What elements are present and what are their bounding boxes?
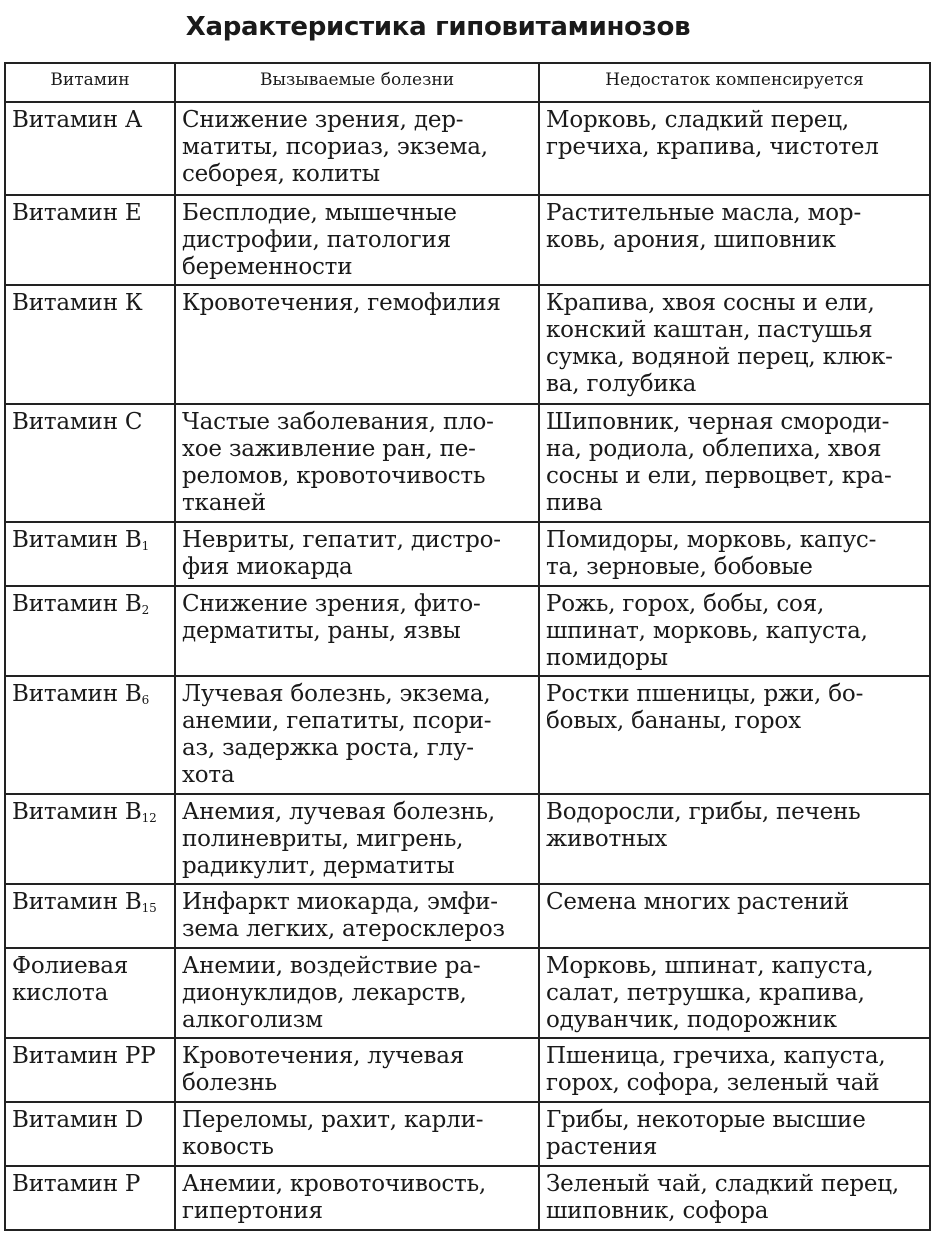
- diseases-cell: Анемии, кровоточивость, гипертония: [175, 1166, 539, 1230]
- table-row: [5, 948, 930, 1038]
- table-row: [5, 195, 930, 285]
- vitamin-cell: [5, 1102, 175, 1166]
- vitamin-name: Витамин В: [12, 527, 142, 553]
- sources-cell: Семена многих растений: [539, 884, 930, 948]
- diseases-cell: Снижение зрения, дер- матиты, псориаз, экзема, себорея, колиты: [175, 102, 539, 195]
- vitamin-cell: [5, 102, 175, 195]
- table-row: [5, 102, 930, 195]
- diseases-cell: Снижение зрения, фито- дерматиты, раны, язвы: [175, 586, 539, 676]
- sources-cell: Ростки пшеницы, ржи, бо- бовых, бананы, горох: [539, 676, 930, 794]
- table-row: [5, 794, 930, 884]
- vitamin-cell: [5, 586, 175, 676]
- table-row: [5, 522, 930, 586]
- vitamin-cell: [5, 884, 175, 948]
- vitamin-cell: [5, 948, 175, 1038]
- sources-cell: Водоросли, грибы, печень животных: [539, 794, 930, 884]
- vitamin-subscript: 1: [141, 539, 150, 553]
- header-diseases: Вызываемые болезни: [175, 63, 539, 102]
- vitamin-name: Витамин D: [12, 1107, 144, 1133]
- vitamin-name: Витамин А: [12, 107, 143, 133]
- diseases-cell: Невриты, гепатит, дистро- фия миокарда: [175, 522, 539, 586]
- diseases-cell: Кровотечения, гемофилия: [175, 285, 539, 404]
- header-vitamin: Витамин: [5, 63, 175, 102]
- diseases-cell: Анемия, лучевая болезнь, полиневриты, мигрень, радикулит, дерматиты: [175, 794, 539, 884]
- table-row: [5, 404, 930, 522]
- sources-cell: Морковь, сладкий перец, гречиха, крапива, чистотел: [539, 102, 930, 195]
- sources-cell: Помидоры, морковь, капус- та, зерновые, бобовые: [539, 522, 930, 586]
- vitamin-subscript: 15: [141, 901, 157, 915]
- diseases-cell: Анемии, воздействие ра- дионуклидов, лекарств, алкоголизм: [175, 948, 539, 1038]
- vitamin-cell: [5, 794, 175, 884]
- vitamin-cell: [5, 195, 175, 285]
- vitamin-cell: [5, 676, 175, 794]
- table-row: [5, 1166, 930, 1230]
- vitamin-name: Фолиевая кислота: [12, 953, 129, 1006]
- table-row: [5, 676, 930, 794]
- vitamin-cell: [5, 522, 175, 586]
- vitamin-name: Витамин В: [12, 889, 142, 915]
- vitamin-name: Витамин В: [12, 591, 142, 617]
- vitamin-cell: [5, 1166, 175, 1230]
- vitamin-subscript: 2: [141, 603, 150, 617]
- vitamin-subscript: 12: [141, 811, 157, 825]
- vitamin-name: Витамин РР: [12, 1043, 156, 1069]
- page-title: Характеристика гиповитаминозов: [185, 12, 691, 42]
- table-row: [5, 285, 930, 404]
- header-row: [5, 63, 930, 102]
- sources-cell: Шиповник, черная смороди- на, родиола, облепиха, хвоя сосны и ели, первоцвет, кра- пива: [539, 404, 930, 522]
- table-row: [5, 884, 930, 948]
- table-row: [5, 586, 930, 676]
- sources-cell: Зеленый чай, сладкий перец, шиповник, софора: [539, 1166, 930, 1230]
- vitamin-table: [4, 62, 931, 1231]
- sources-cell: Крапива, хвоя сосны и ели, конский каштан, пастушья сумка, водяной перец, клюк- ва, голубика: [539, 285, 930, 404]
- vitamin-name: Витамин С: [12, 409, 143, 435]
- sources-cell: Растительные масла, мор- ковь, арония, шиповник: [539, 195, 930, 285]
- sources-cell: Грибы, некоторые высшие растения: [539, 1102, 930, 1166]
- diseases-cell: Переломы, рахит, карли- ковость: [175, 1102, 539, 1166]
- vitamin-name: Витамин К: [12, 290, 143, 316]
- vitamin-cell: [5, 1038, 175, 1102]
- vitamin-subscript: 6: [141, 693, 150, 707]
- vitamin-name: Витамин Р: [12, 1171, 141, 1197]
- vitamin-name: Витамин Е: [12, 200, 142, 226]
- vitamin-name: Витамин В: [12, 681, 142, 707]
- diseases-cell: Частые заболевания, пло- хое заживление ран, пе- реломов, кровоточивость тканей: [175, 404, 539, 522]
- diseases-cell: Бесплодие, мышечные дистрофии, патология беременности: [175, 195, 539, 285]
- diseases-cell: Инфаркт миокарда, эмфи- зема легких, атеросклероз: [175, 884, 539, 948]
- sources-cell: Морковь, шпинат, капуста, салат, петрушка, крапива, одуванчик, подорожник: [539, 948, 930, 1038]
- sources-cell: Пшеница, гречиха, капуста, горох, софора, зеленый чай: [539, 1038, 930, 1102]
- header-sources: Недостаток компенсируется: [539, 63, 930, 102]
- vitamin-cell: [5, 285, 175, 404]
- table-row: [5, 1102, 930, 1166]
- diseases-cell: Кровотечения, лучевая болезнь: [175, 1038, 539, 1102]
- vitamin-cell: [5, 404, 175, 522]
- diseases-cell: Лучевая болезнь, экзема, анемии, гепатиты, псори- аз, задержка роста, глу- хота: [175, 676, 539, 794]
- vitamin-name: Витамин В: [12, 799, 142, 825]
- table-row: [5, 1038, 930, 1102]
- sources-cell: Рожь, горох, бобы, соя, шпинат, морковь, капуста, помидоры: [539, 586, 930, 676]
